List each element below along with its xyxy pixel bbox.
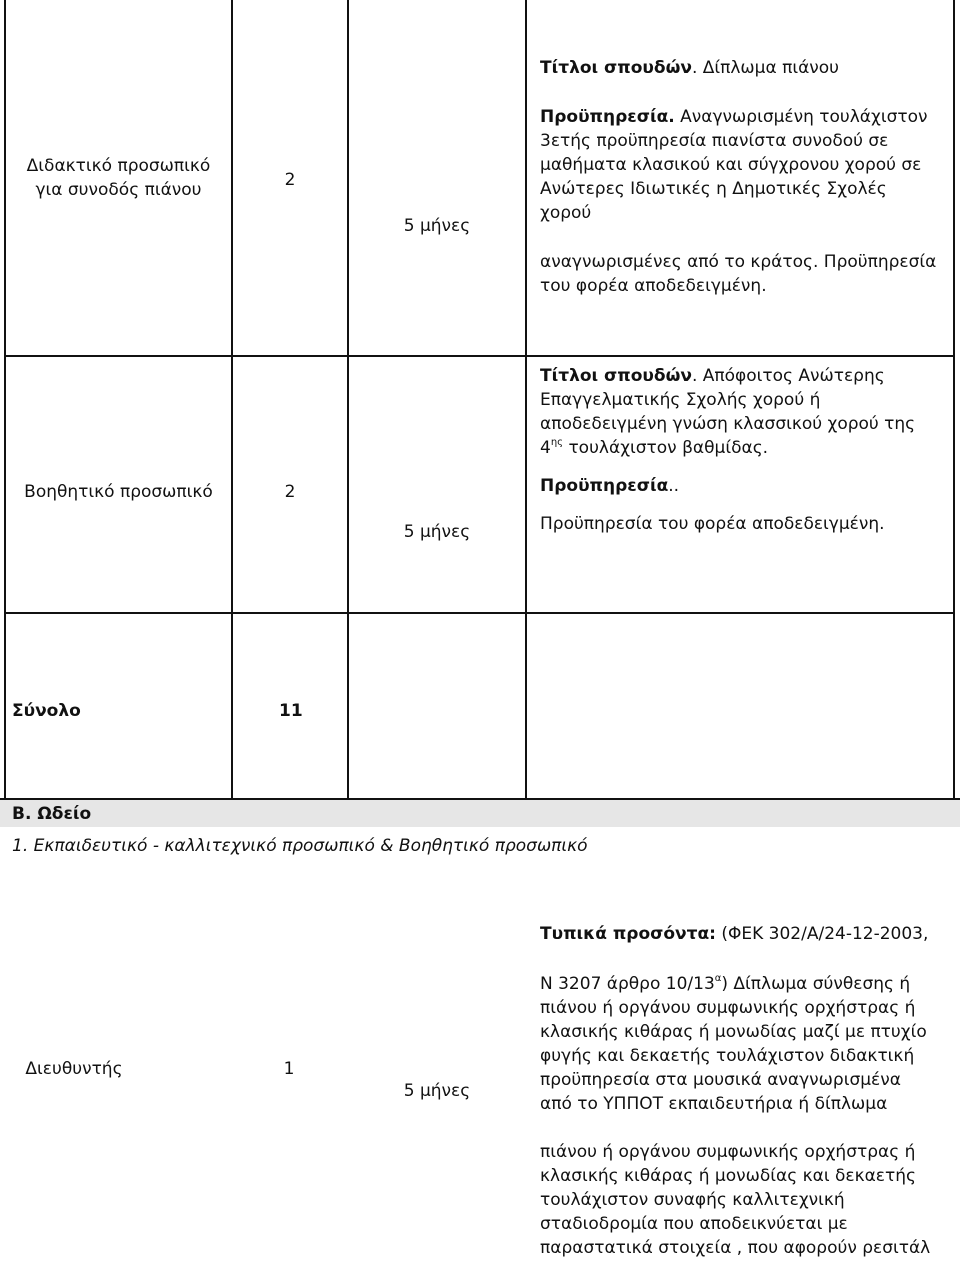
position-cell: Διευθυντής	[25, 1059, 123, 1079]
table-border-col4	[525, 0, 527, 798]
titles-label: Τίτλοι σπουδών	[540, 58, 692, 78]
duration-cell: 5 μήνες	[403, 1081, 471, 1101]
table-border-col2	[231, 0, 233, 798]
experience-label: Προϋπηρεσία.	[540, 107, 675, 127]
duration-cell: 5 μήνες	[403, 216, 471, 236]
count-cell: 1	[283, 1059, 295, 1079]
section-heading-bar	[0, 800, 960, 827]
duration-cell: 5 μήνες	[403, 522, 471, 542]
position-cell: Διδακτικό προσωπικό για συνοδός πιάνου	[26, 156, 211, 200]
row-divider	[4, 612, 955, 614]
row-divider	[4, 355, 955, 357]
section-heading: Β. Ωδείο	[12, 804, 92, 824]
requirements-cell: Τυπικά προσόντα: (ΦΕΚ 302/Α/24-12-2003, Ν 3207 άρθρο $10/13^\alpha$) Δίπλωμα σύνθεσης ή πιάνου ή οργάνου συμφωνικής ορχήστρας ή κλασικής κιθάρας ή μονωδίας μαζί με πτυχίο φυγής και δεκαετής τουλάχιστον διδακτική προϋπηρεσία στα μουσικά αναγνωρισμένα από το ΥΠΠΟΤ εκπαιδευτήρια ή δίπλωμα πιάνου ή οργάνου συμφωνικής ορχήστρας ή κλασικής κιθάρας ή μονωδίας και δεκαετής τουλάχιστον συναφής καλλιτεχνική σταδιοδρομία που αποδεικνύεται με παραστατικά στοιχεία , που αφορούν ρεσιτάλ	[540, 924, 931, 1258]
qualifications-label: Τυπικά προσόντα:	[540, 924, 716, 944]
requirements-cell: Τίτλοι σπουδών. Απόφοιτος Ανώτερης Επαγγελματικής Σχολής χορού ή αποδεδειγμένη γνώση κλασσικού χορού της $4^{\eta\varsigma}$ τουλάχιστον βαθμίδας. Προϋπηρεσία.. Προϋπηρεσία του φορέα αποδεδειγμένη.	[540, 366, 916, 534]
total-label: Σύνολο	[12, 701, 81, 721]
position-cell: Βοηθητικό προσωπικό	[24, 482, 213, 502]
count-cell: 2	[284, 482, 296, 502]
table-border-right	[953, 0, 955, 798]
table-border-left	[4, 0, 6, 798]
titles-label: Τίτλοι σπουδών	[540, 366, 692, 386]
total-value: 11	[279, 701, 303, 721]
experience-label: Προϋπηρεσία	[540, 476, 669, 496]
table-border-col3	[347, 0, 349, 798]
section-subheading: 1. Εκπαιδευτικό - καλλιτεχνικό προσωπικό & Βοηθητικό προσωπικό	[12, 836, 588, 856]
section-top-border	[0, 798, 960, 800]
requirements-cell: Τίτλοι σπουδών. Δίπλωμα πιάνου Προϋπηρεσία. Αναγνωρισμένη τουλάχιστον 3ετής προϋπηρεσία πιανίστα συνοδού σε μαθήματα κλασικού και σύγχρονου χορού σε Ανώτερες Ιδιωτικές η Δημοτικές Σχολές χορού αναγνωρισμένες από το κράτος. Προϋπηρεσία του φορέα αποδεδειγμένη.	[540, 58, 937, 296]
count-cell: 2	[284, 170, 296, 190]
